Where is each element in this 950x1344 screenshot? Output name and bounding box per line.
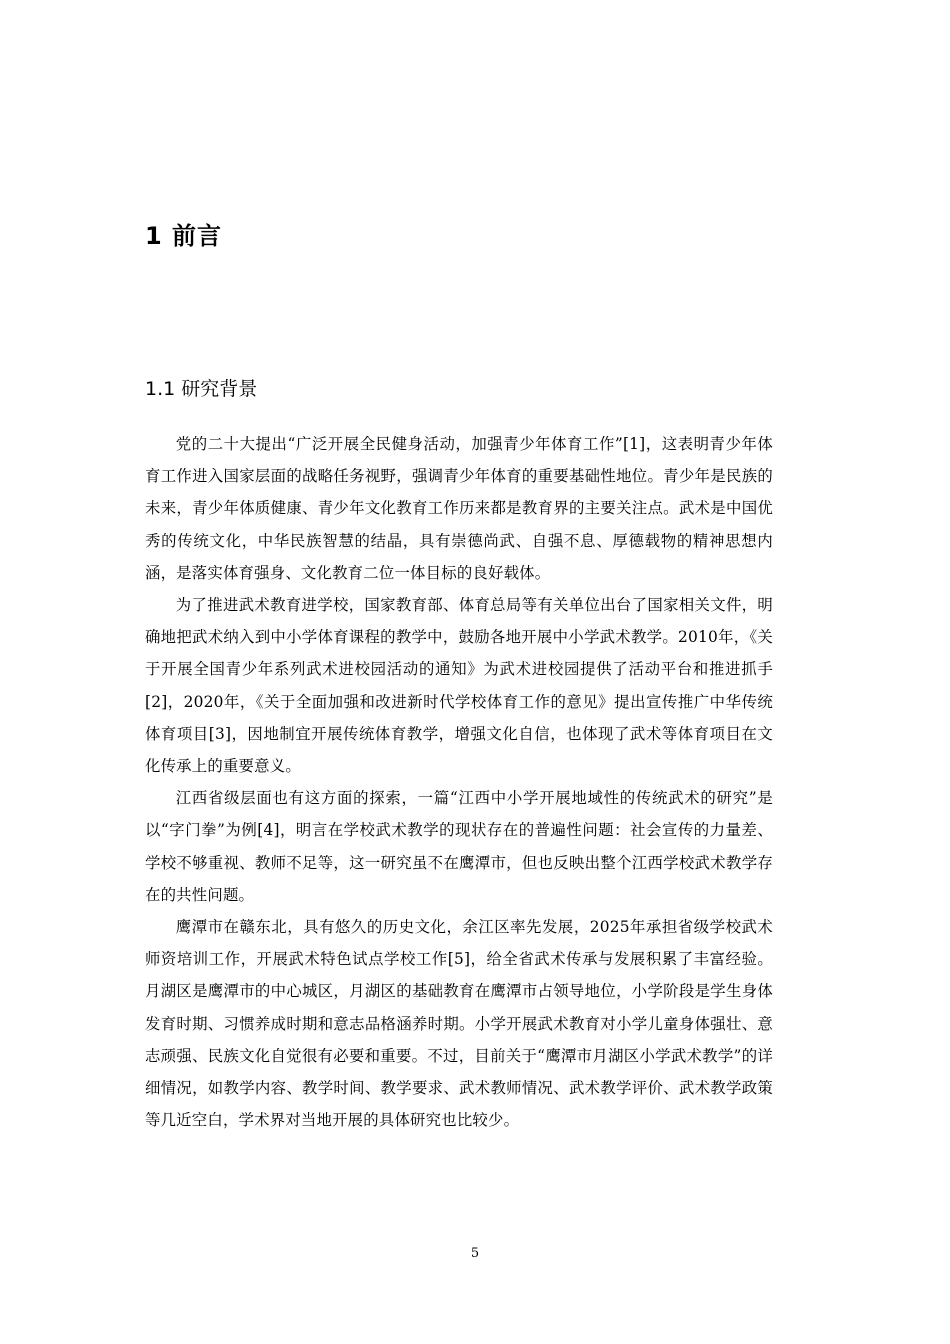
page-number: 5 bbox=[470, 1246, 480, 1261]
paragraph-2: 为了推进武术教育进学校，国家教育部、体育总局等有关单位出台了国家相关文件，明确地把武术纳入到中小学体育课程的教学中，鼓励各地开展中小学武术教学。2010年，《关于开展全国青少年系列武术进校园活动的通知》为武术进校园提供了活动平台和推进抓手[2]，2020年，《关于全面加强和改进新时代学校体育工作的意见》提出宣传推广中华传统体育项目[3]，因地制宜开展传统体育教学，增强文化自信，也体现了武术等体育项目在文化传承上的重要意义。 bbox=[145, 596, 773, 776]
chapter-title: 1 前言 bbox=[145, 222, 223, 250]
paragraph-1: 党的二十大提出“广泛开展全民健身活动，加强青少年体育工作”[1]，这表明青少年体育工作进入国家层面的战略任务视野，强调青少年体育的重要基础性地位。青少年是民族的未来，青少年体质健康、青少年文化教育工作历来都是教育界的主要关注点。武术是中国优秀的传统文化，中华民族智慧的结晶，具有崇德尚武、自强不息、厚德载物的精神思想内涵，是落实体育强身、文化教育二位一体目标的良好载体。 bbox=[145, 435, 773, 582]
paragraph-3: 江西省级层面也有这方面的探索，一篇“江西中小学开展地域性的传统武术的研究”是以“字门拳”为例[4]，明言在学校武术教学的现状存在的普遍性问题：社会宣传的力量差、学校不够重视、教师不足等，这一研究虽不在鹰潭市，但也反映出整个江西学校武术教学存在的共性问题。 bbox=[145, 789, 773, 904]
section-title: 1.1 研究背景 bbox=[145, 378, 258, 400]
body-text bbox=[145, 428, 773, 1136]
paragraph-4: 鹰潭市在赣东北，具有悠久的历史文化，余江区率先发展，2025年承担省级学校武术师资培训工作，开展武术特色试点学校工作[5]，给全省武术传承与发展积累了丰富经验。月湖区是鹰潭市的中心城区，月湖区的基础教育在鹰潭市占领导地位，小学阶段是学生身体发育时期、习惯养成时期和意志品格涵养时期。小学开展武术教育对小学儿童身体强壮、意志顽强、民族文化自觉很有必要和重要。不过，目前关于“鹰潭市月湖区小学武术教学”的详细情况，如教学内容、教学时间、教学要求、武术教师情况、武术教学评价、武术教学政策等几近空白，学术界对当地开展的具体研究也比较少。 bbox=[145, 918, 773, 1130]
